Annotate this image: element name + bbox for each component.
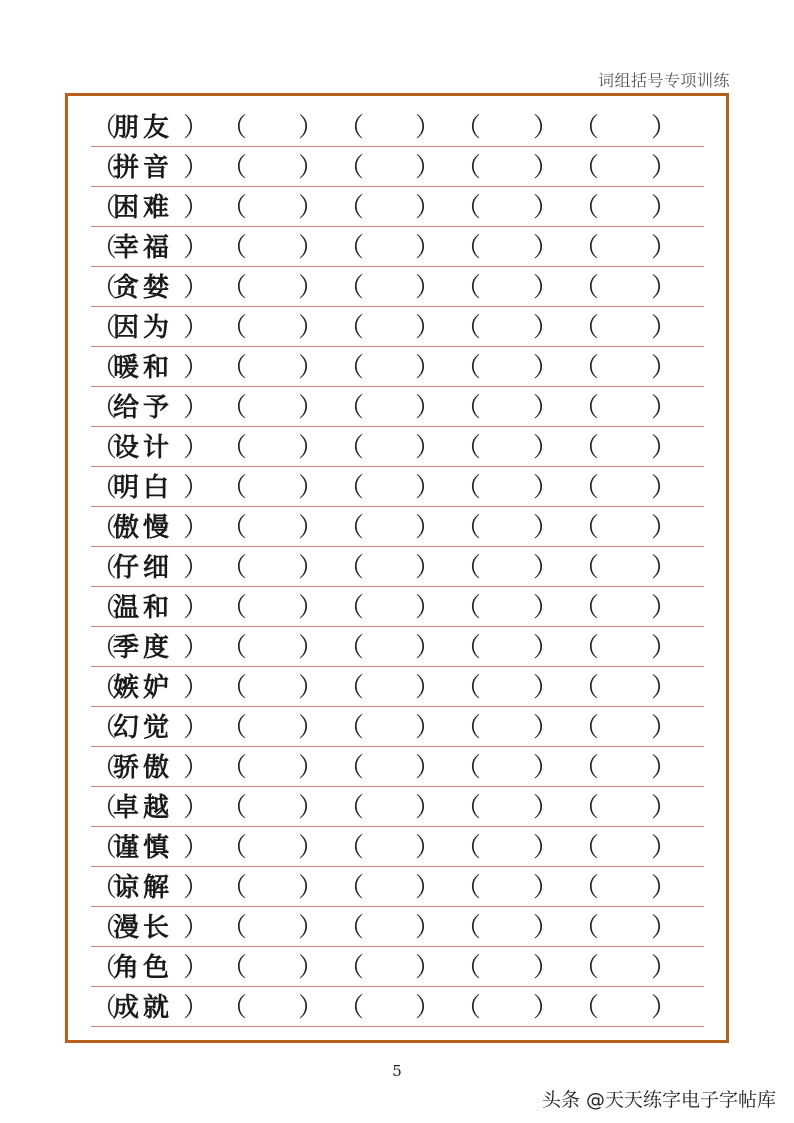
blank-open-paren: （ xyxy=(221,353,248,383)
worksheet-row xyxy=(91,906,704,947)
blank-open-paren: （ xyxy=(338,353,365,383)
blank-close-paren: ） xyxy=(415,913,442,943)
blank-close-paren: ） xyxy=(415,873,442,903)
worksheet-row xyxy=(91,226,704,267)
practice-word: 成就 xyxy=(113,993,174,1023)
blank-close-paren: ） xyxy=(415,953,442,983)
blank-close-paren: ） xyxy=(298,433,325,463)
blank-open-paren: （ xyxy=(338,673,365,703)
blank-close-paren: ） xyxy=(298,753,325,783)
blank-close-paren: ） xyxy=(415,993,442,1023)
blank-close-paren: ） xyxy=(298,393,325,423)
practice-word: 暖和 xyxy=(113,353,174,383)
worksheet-row xyxy=(91,946,704,987)
blank-close-paren: ） xyxy=(415,793,442,823)
close-paren: ） xyxy=(183,673,210,703)
practice-word: 温和 xyxy=(113,593,174,623)
blank-open-paren: （ xyxy=(338,393,365,423)
blank-close-paren: ） xyxy=(298,113,325,143)
close-paren: ） xyxy=(183,353,210,383)
blank-open-paren: （ xyxy=(573,513,600,543)
blank-close-paren: ） xyxy=(533,833,560,863)
blank-open-paren: （ xyxy=(221,713,248,743)
blank-open-paren: （ xyxy=(573,593,600,623)
blank-open-paren: （ xyxy=(338,273,365,303)
blank-open-paren: （ xyxy=(221,513,248,543)
blank-close-paren: ） xyxy=(651,993,678,1023)
blank-close-paren: ） xyxy=(651,233,678,263)
blank-close-paren: ） xyxy=(415,273,442,303)
blank-open-paren: （ xyxy=(338,953,365,983)
blank-close-paren: ） xyxy=(533,553,560,583)
blank-close-paren: ） xyxy=(533,113,560,143)
blank-close-paren: ） xyxy=(533,433,560,463)
practice-word: 幻觉 xyxy=(113,713,174,743)
blank-close-paren: ） xyxy=(298,913,325,943)
blank-open-paren: （ xyxy=(455,913,482,943)
worksheet-row xyxy=(91,386,704,427)
blank-open-paren: （ xyxy=(221,193,248,223)
blank-close-paren: ） xyxy=(415,673,442,703)
open-paren: （ xyxy=(91,913,118,943)
close-paren: ） xyxy=(183,913,210,943)
practice-word: 嫉妒 xyxy=(113,673,174,703)
blank-close-paren: ） xyxy=(651,313,678,343)
blank-open-paren: （ xyxy=(221,233,248,263)
blank-close-paren: ） xyxy=(651,513,678,543)
worksheet-row xyxy=(91,146,704,187)
open-paren: （ xyxy=(91,753,118,783)
blank-close-paren: ） xyxy=(533,353,560,383)
blank-open-paren: （ xyxy=(338,633,365,663)
worksheet-row xyxy=(91,266,704,307)
blank-close-paren: ） xyxy=(651,713,678,743)
blank-open-paren: （ xyxy=(338,873,365,903)
practice-word: 傲慢 xyxy=(113,513,174,543)
worksheet-row xyxy=(91,586,704,627)
blank-close-paren: ） xyxy=(415,713,442,743)
blank-open-paren: （ xyxy=(338,833,365,863)
blank-open-paren: （ xyxy=(573,473,600,503)
worksheet-row xyxy=(91,506,704,547)
blank-close-paren: ） xyxy=(298,993,325,1023)
practice-word: 角色 xyxy=(113,953,174,983)
close-paren: ） xyxy=(183,153,210,183)
blank-open-paren: （ xyxy=(221,993,248,1023)
blank-close-paren: ） xyxy=(415,233,442,263)
blank-close-paren: ） xyxy=(651,753,678,783)
open-paren: （ xyxy=(91,953,118,983)
blank-close-paren: ） xyxy=(533,873,560,903)
blank-open-paren: （ xyxy=(455,793,482,823)
blank-open-paren: （ xyxy=(221,153,248,183)
blank-close-paren: ） xyxy=(415,193,442,223)
blank-open-paren: （ xyxy=(221,833,248,863)
open-paren: （ xyxy=(91,113,118,143)
blank-open-paren: （ xyxy=(573,953,600,983)
blank-close-paren: ） xyxy=(533,273,560,303)
blank-open-paren: （ xyxy=(338,193,365,223)
blank-close-paren: ） xyxy=(298,313,325,343)
close-paren: ） xyxy=(183,193,210,223)
blank-open-paren: （ xyxy=(573,273,600,303)
blank-close-paren: ） xyxy=(298,473,325,503)
blank-close-paren: ） xyxy=(533,913,560,943)
practice-word: 给予 xyxy=(113,393,174,423)
practice-word: 骄傲 xyxy=(113,753,174,783)
open-paren: （ xyxy=(91,193,118,223)
blank-close-paren: ） xyxy=(298,713,325,743)
blank-close-paren: ） xyxy=(298,793,325,823)
blank-close-paren: ） xyxy=(415,113,442,143)
blank-close-paren: ） xyxy=(415,593,442,623)
close-paren: ） xyxy=(183,393,210,423)
close-paren: ） xyxy=(183,873,210,903)
blank-open-paren: （ xyxy=(455,433,482,463)
blank-open-paren: （ xyxy=(455,113,482,143)
blank-open-paren: （ xyxy=(573,793,600,823)
close-paren: ） xyxy=(183,273,210,303)
blank-open-paren: （ xyxy=(338,993,365,1023)
blank-open-paren: （ xyxy=(338,113,365,143)
close-paren: ） xyxy=(183,473,210,503)
blank-open-paren: （ xyxy=(573,993,600,1023)
open-paren: （ xyxy=(91,273,118,303)
practice-word: 幸福 xyxy=(113,233,174,263)
blank-close-paren: ） xyxy=(298,193,325,223)
worksheet-row xyxy=(91,306,704,347)
blank-close-paren: ） xyxy=(651,393,678,423)
practice-word: 朋友 xyxy=(113,113,174,143)
blank-close-paren: ） xyxy=(298,233,325,263)
blank-close-paren: ） xyxy=(651,953,678,983)
open-paren: （ xyxy=(91,313,118,343)
blank-open-paren: （ xyxy=(221,873,248,903)
worksheet-row xyxy=(91,666,704,707)
blank-close-paren: ） xyxy=(533,153,560,183)
close-paren: ） xyxy=(183,833,210,863)
worksheet-row xyxy=(91,466,704,507)
blank-open-paren: （ xyxy=(455,393,482,423)
blank-open-paren: （ xyxy=(455,953,482,983)
open-paren: （ xyxy=(91,393,118,423)
worksheet-row xyxy=(91,546,704,587)
worksheet-row xyxy=(91,426,704,467)
close-paren: ） xyxy=(183,553,210,583)
blank-open-paren: （ xyxy=(573,433,600,463)
close-paren: ） xyxy=(183,793,210,823)
blank-close-paren: ） xyxy=(533,673,560,703)
blank-open-paren: （ xyxy=(573,313,600,343)
worksheet-row xyxy=(91,826,704,867)
blank-open-paren: （ xyxy=(221,753,248,783)
blank-close-paren: ） xyxy=(415,153,442,183)
blank-close-paren: ） xyxy=(298,673,325,703)
practice-word: 困难 xyxy=(113,193,174,223)
blank-open-paren: （ xyxy=(455,993,482,1023)
blank-open-paren: （ xyxy=(221,953,248,983)
close-paren: ） xyxy=(183,633,210,663)
practice-word: 季度 xyxy=(113,633,174,663)
blank-close-paren: ） xyxy=(415,473,442,503)
worksheet-rows xyxy=(68,96,726,1040)
worksheet-frame xyxy=(65,93,729,1043)
practice-word: 明白 xyxy=(113,473,174,503)
blank-open-paren: （ xyxy=(573,753,600,783)
practice-word: 谨慎 xyxy=(113,833,174,863)
open-paren: （ xyxy=(91,833,118,863)
blank-open-paren: （ xyxy=(455,153,482,183)
blank-close-paren: ） xyxy=(651,913,678,943)
blank-open-paren: （ xyxy=(221,673,248,703)
blank-open-paren: （ xyxy=(573,193,600,223)
blank-open-paren: （ xyxy=(455,313,482,343)
close-paren: ） xyxy=(183,433,210,463)
blank-open-paren: （ xyxy=(338,753,365,783)
open-paren: （ xyxy=(91,673,118,703)
blank-open-paren: （ xyxy=(573,353,600,383)
open-paren: （ xyxy=(91,473,118,503)
blank-close-paren: ） xyxy=(298,553,325,583)
worksheet-row xyxy=(91,986,704,1027)
blank-close-paren: ） xyxy=(651,673,678,703)
blank-close-paren: ） xyxy=(415,513,442,543)
blank-close-paren: ） xyxy=(651,633,678,663)
close-paren: ） xyxy=(183,233,210,263)
worksheet-row xyxy=(91,746,704,787)
worksheet-row xyxy=(91,626,704,667)
practice-word: 漫长 xyxy=(113,913,174,943)
open-paren: （ xyxy=(91,233,118,263)
blank-close-paren: ） xyxy=(651,113,678,143)
blank-open-paren: （ xyxy=(573,713,600,743)
blank-close-paren: ） xyxy=(298,873,325,903)
open-paren: （ xyxy=(91,633,118,663)
blank-close-paren: ） xyxy=(651,553,678,583)
blank-open-paren: （ xyxy=(455,353,482,383)
blank-open-paren: （ xyxy=(338,593,365,623)
practice-word: 因为 xyxy=(113,313,174,343)
blank-close-paren: ） xyxy=(533,633,560,663)
blank-close-paren: ） xyxy=(651,353,678,383)
blank-open-paren: （ xyxy=(221,393,248,423)
blank-open-paren: （ xyxy=(455,713,482,743)
blank-open-paren: （ xyxy=(221,793,248,823)
blank-open-paren: （ xyxy=(455,673,482,703)
blank-open-paren: （ xyxy=(221,473,248,503)
open-paren: （ xyxy=(91,513,118,543)
blank-close-paren: ） xyxy=(533,313,560,343)
blank-close-paren: ） xyxy=(415,753,442,783)
blank-close-paren: ） xyxy=(533,513,560,543)
blank-close-paren: ） xyxy=(415,433,442,463)
blank-close-paren: ） xyxy=(415,313,442,343)
blank-open-paren: （ xyxy=(455,233,482,263)
blank-open-paren: （ xyxy=(573,673,600,703)
practice-word: 贪婪 xyxy=(113,273,174,303)
practice-word: 卓越 xyxy=(113,793,174,823)
open-paren: （ xyxy=(91,793,118,823)
worksheet-row xyxy=(91,106,704,147)
blank-close-paren: ） xyxy=(533,993,560,1023)
blank-open-paren: （ xyxy=(573,833,600,863)
open-paren: （ xyxy=(91,873,118,903)
blank-open-paren: （ xyxy=(455,473,482,503)
blank-close-paren: ） xyxy=(298,153,325,183)
blank-close-paren: ） xyxy=(651,793,678,823)
blank-open-paren: （ xyxy=(455,193,482,223)
blank-open-paren: （ xyxy=(338,153,365,183)
blank-close-paren: ） xyxy=(298,633,325,663)
close-paren: ） xyxy=(183,753,210,783)
practice-word: 设计 xyxy=(113,433,174,463)
blank-open-paren: （ xyxy=(455,553,482,583)
close-paren: ） xyxy=(183,993,210,1023)
blank-open-paren: （ xyxy=(573,553,600,583)
blank-close-paren: ） xyxy=(533,473,560,503)
blank-open-paren: （ xyxy=(573,633,600,663)
blank-open-paren: （ xyxy=(455,753,482,783)
blank-close-paren: ） xyxy=(298,353,325,383)
blank-close-paren: ） xyxy=(298,513,325,543)
practice-word: 谅解 xyxy=(113,873,174,903)
open-paren: （ xyxy=(91,713,118,743)
blank-close-paren: ） xyxy=(651,153,678,183)
blank-open-paren: （ xyxy=(338,473,365,503)
blank-open-paren: （ xyxy=(221,313,248,343)
blank-open-paren: （ xyxy=(455,833,482,863)
close-paren: ） xyxy=(183,513,210,543)
close-paren: ） xyxy=(183,953,210,983)
blank-close-paren: ） xyxy=(651,873,678,903)
blank-open-paren: （ xyxy=(338,793,365,823)
blank-close-paren: ） xyxy=(533,193,560,223)
blank-open-paren: （ xyxy=(221,633,248,663)
worksheet-row xyxy=(91,786,704,827)
open-paren: （ xyxy=(91,353,118,383)
blank-close-paren: ） xyxy=(533,233,560,263)
blank-open-paren: （ xyxy=(573,873,600,903)
blank-open-paren: （ xyxy=(221,593,248,623)
open-paren: （ xyxy=(91,993,118,1023)
open-paren: （ xyxy=(91,553,118,583)
open-paren: （ xyxy=(91,433,118,463)
blank-open-paren: （ xyxy=(455,873,482,903)
blank-close-paren: ） xyxy=(415,833,442,863)
worksheet-row xyxy=(91,706,704,747)
worksheet-row xyxy=(91,346,704,387)
worksheet-row xyxy=(91,866,704,907)
close-paren: ） xyxy=(183,713,210,743)
blank-close-paren: ） xyxy=(415,353,442,383)
blank-open-paren: （ xyxy=(221,433,248,463)
blank-close-paren: ） xyxy=(415,393,442,423)
blank-open-paren: （ xyxy=(338,513,365,543)
page-header-title: 词组括号专项训练 xyxy=(597,71,730,90)
blank-close-paren: ） xyxy=(298,593,325,623)
blank-close-paren: ） xyxy=(298,953,325,983)
worksheet-row xyxy=(91,186,704,227)
blank-close-paren: ） xyxy=(651,593,678,623)
blank-close-paren: ） xyxy=(533,953,560,983)
blank-close-paren: ） xyxy=(533,393,560,423)
blank-open-paren: （ xyxy=(338,913,365,943)
blank-close-paren: ） xyxy=(533,713,560,743)
blank-open-paren: （ xyxy=(573,113,600,143)
blank-close-paren: ） xyxy=(415,633,442,663)
open-paren: （ xyxy=(91,153,118,183)
blank-open-paren: （ xyxy=(573,153,600,183)
practice-word: 拼音 xyxy=(113,153,174,183)
blank-open-paren: （ xyxy=(455,593,482,623)
blank-close-paren: ） xyxy=(533,753,560,783)
blank-open-paren: （ xyxy=(221,113,248,143)
blank-open-paren: （ xyxy=(455,633,482,663)
close-paren: ） xyxy=(183,593,210,623)
close-paren: ） xyxy=(183,113,210,143)
blank-open-paren: （ xyxy=(455,513,482,543)
blank-close-paren: ） xyxy=(415,553,442,583)
blank-close-paren: ） xyxy=(651,833,678,863)
blank-open-paren: （ xyxy=(573,393,600,423)
blank-open-paren: （ xyxy=(573,913,600,943)
blank-open-paren: （ xyxy=(573,233,600,263)
blank-open-paren: （ xyxy=(338,233,365,263)
page-number: 5 xyxy=(392,1062,402,1080)
blank-close-paren: ） xyxy=(651,193,678,223)
blank-close-paren: ） xyxy=(298,833,325,863)
blank-open-paren: （ xyxy=(221,553,248,583)
blank-close-paren: ） xyxy=(651,473,678,503)
blank-open-paren: （ xyxy=(338,713,365,743)
watermark-text: 头条 @天天练字电子字帖库 xyxy=(541,1089,776,1111)
blank-close-paren: ） xyxy=(533,593,560,623)
blank-close-paren: ） xyxy=(651,433,678,463)
blank-open-paren: （ xyxy=(221,273,248,303)
practice-word: 仔细 xyxy=(113,553,174,583)
blank-open-paren: （ xyxy=(221,913,248,943)
blank-close-paren: ） xyxy=(298,273,325,303)
open-paren: （ xyxy=(91,593,118,623)
blank-open-paren: （ xyxy=(338,313,365,343)
blank-open-paren: （ xyxy=(338,433,365,463)
blank-open-paren: （ xyxy=(455,273,482,303)
close-paren: ） xyxy=(183,313,210,343)
blank-close-paren: ） xyxy=(533,793,560,823)
blank-close-paren: ） xyxy=(651,273,678,303)
blank-open-paren: （ xyxy=(338,553,365,583)
